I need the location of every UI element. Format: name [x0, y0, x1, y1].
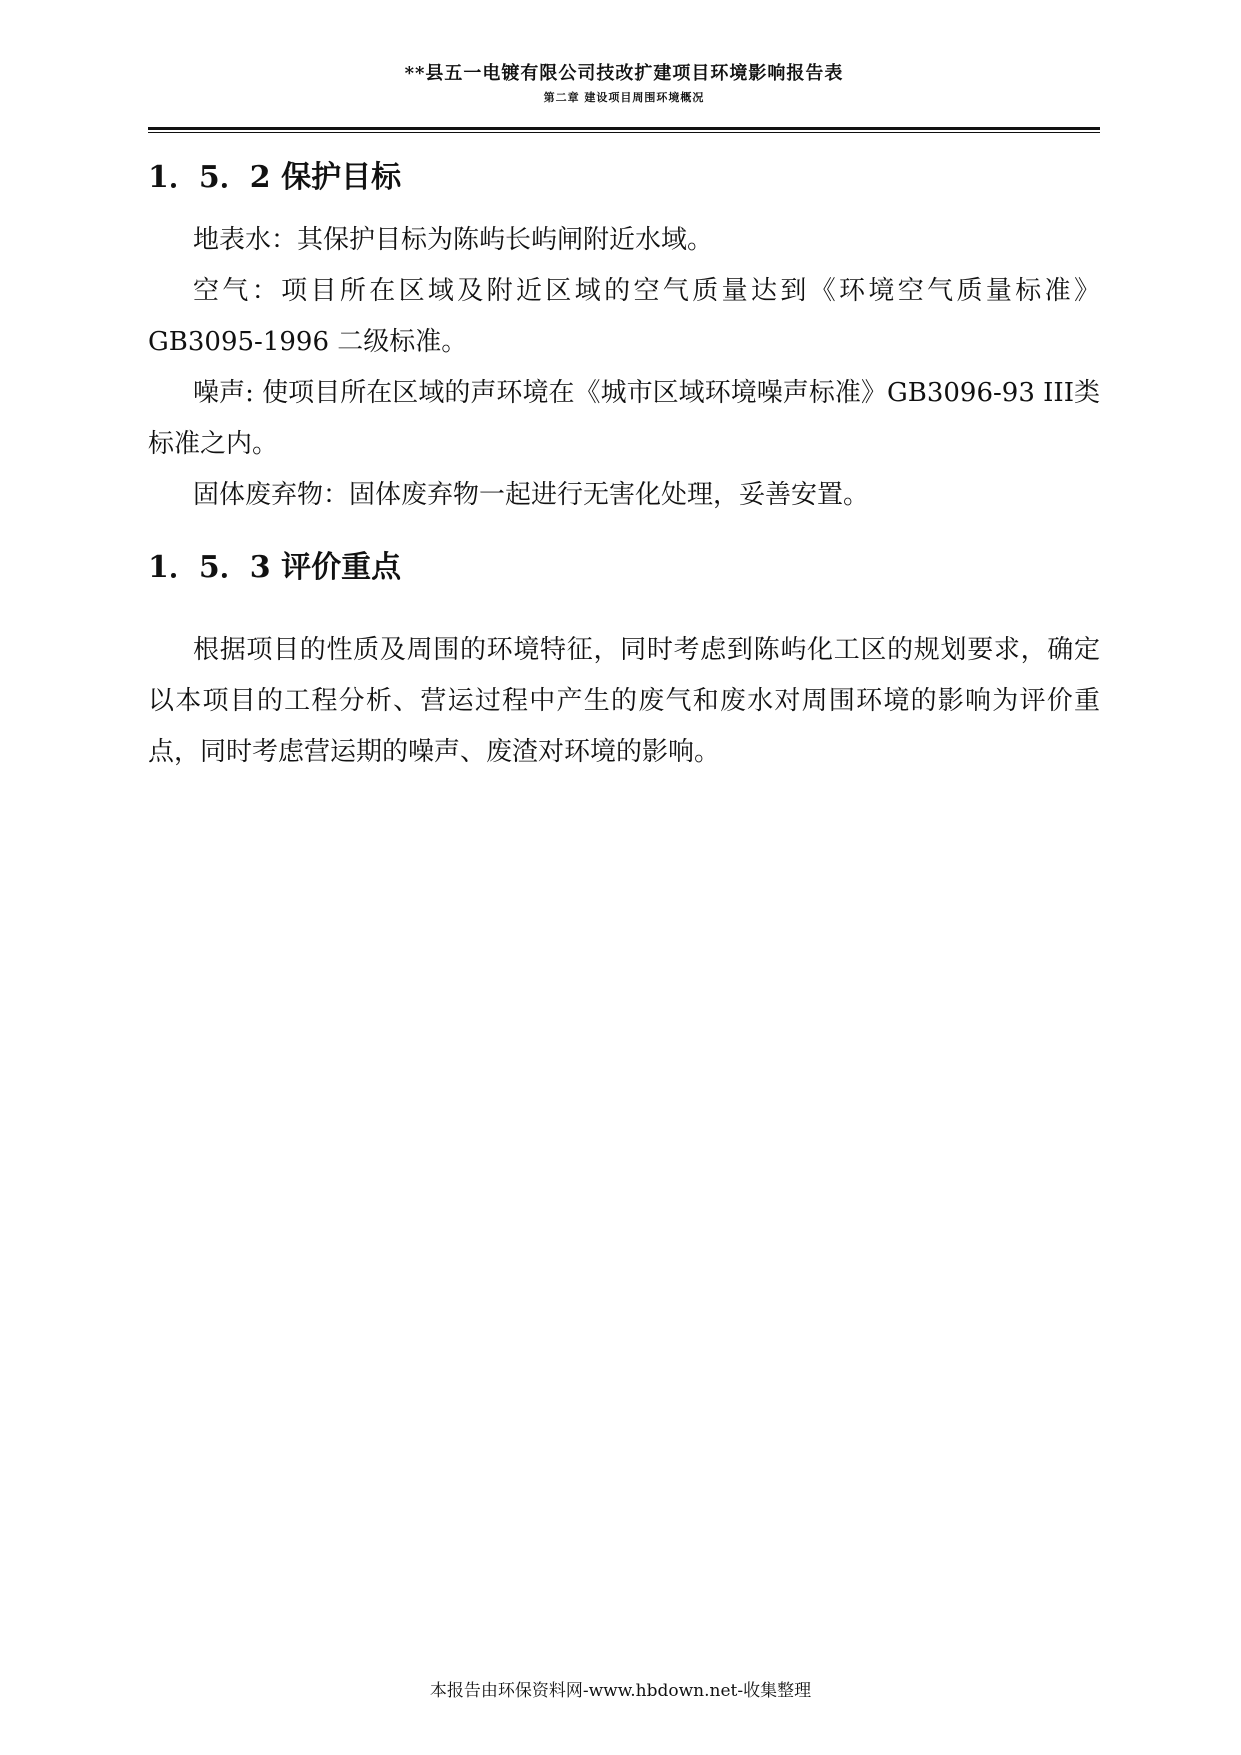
page-header: [148, 62, 1100, 106]
paragraph-noise: 噪声: 使项目所在区域的声环境在《城市区域环境噪声标准》GB3096-93 III类标准之内。: [148, 378, 1100, 459]
paragraph-air: 空气：项目所在区域及附近区域的空气质量达到《环境空气质量标准》GB3095-1996 二级标准。: [148, 276, 1100, 357]
document-title: **县五一电镀有限公司技改扩建项目环境影响报告表: [404, 63, 844, 84]
section-heading-protection-targets: 1．5．2 保护目标: [148, 160, 402, 195]
section-heading-evaluation-focus: 1．5．3 评价重点: [148, 550, 402, 585]
paragraph-solid-waste: 固体废弃物：固体废弃物一起进行无害化处理，妥善安置。: [193, 480, 870, 510]
page-footer: 本报告由环保资料网-www.hbdown.net-收集整理: [429, 1681, 812, 1701]
paragraph-surface-water: 地表水：其保护目标为陈屿长屿闸附近水域。: [193, 225, 714, 255]
header-divider-thick: [148, 127, 1100, 130]
paragraph-evaluation-focus: 根据项目的性质及周围的环境特征，同时考虑到陈屿化工区的规划要求，确定以本项目的工程分析、营运过程中产生的废气和废水对周围环境的影响为评价重点，同时考虑营运期的噪声、废渣对环境的影响。: [148, 635, 1100, 767]
chapter-title: 第二章 建设项目周围环境概况: [543, 91, 705, 104]
header-divider-thin: [148, 132, 1100, 133]
